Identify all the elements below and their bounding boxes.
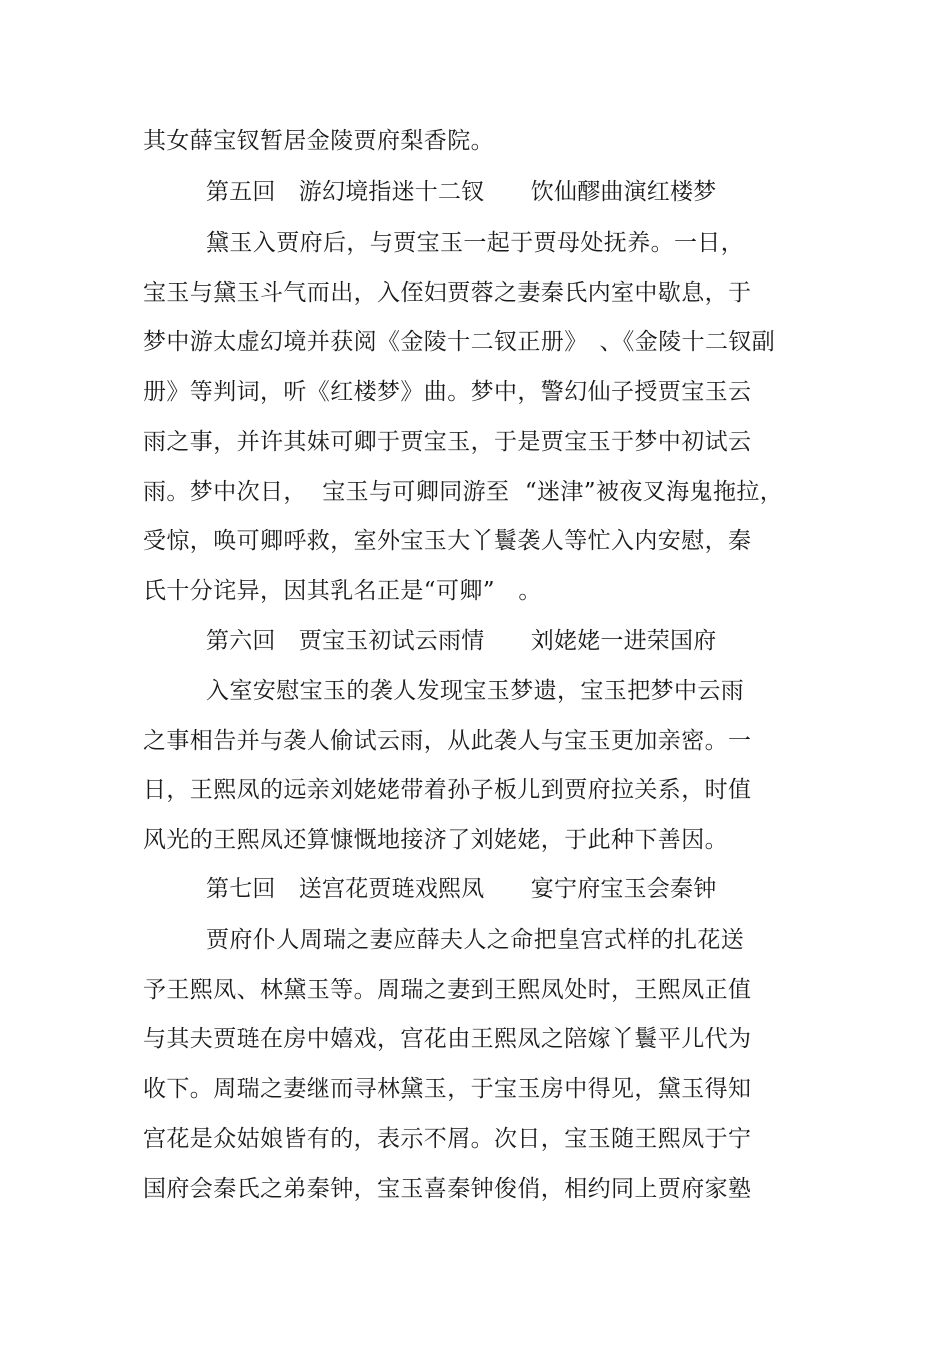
chapter-5-line-5: 雨之事，并许其妹可卿于贾宝玉，于是贾宝玉于梦中初试云	[143, 429, 752, 455]
chapter-5-line-6: 雨。梦中次日， 宝玉与可卿同游至 “迷津”被夜叉海鬼拖拉，	[143, 479, 784, 505]
opening-line: 其女薛宝钗暂居金陵贾府梨香院。	[143, 128, 494, 154]
chapter-7-line-4: 收下。周瑞之妻继而寻林黛玉，于宝玉房中得见，黛玉得知	[143, 1076, 752, 1102]
chapter-7-line-3: 与其夫贾琏在房中嬉戏，宫花由王熙凤之陪嫁丫鬟平儿代为	[143, 1026, 752, 1052]
chapter-6-line-1: 入室安慰宝玉的袭人发现宝玉梦遗，宝玉把梦中云雨	[206, 678, 745, 704]
chapter-5-line-1: 黛玉入贾府后，与贾宝玉一起于贾母处抚养。一日，	[206, 230, 745, 256]
chapter-6-line-2: 之事相告并与袭人偷试云雨，从此袭人与宝玉更加亲密。一	[143, 728, 752, 754]
chapter-7-heading: 第七回 送宫花贾琏戏熙凤 宴宁府宝玉会秦钟	[206, 876, 717, 902]
chapter-5-line-7: 受惊，唤可卿呼救，室外宝玉大丫鬟袭人等忙入内安慰，秦	[143, 528, 752, 554]
chapter-7-line-1: 贾府仆人周瑞之妻应薛夫人之命把皇宫式样的扎花送	[206, 927, 745, 953]
chapter-7-line-6: 国府会秦氏之弟秦钟，宝玉喜秦钟俊俏，相约同上贾府家塾	[143, 1176, 752, 1202]
chapter-5-line-2: 宝玉与黛玉斗气而出，入侄妇贾蓉之妻秦氏内室中歇息，于	[143, 280, 752, 306]
chapter-5-heading: 第五回 游幻境指迷十二钗 饮仙醪曲演红楼梦	[206, 179, 717, 205]
chapter-5-line-8: 氏十分诧异，因其乳名正是“可卿” 。	[143, 578, 542, 604]
chapter-6-line-4: 风光的王熙凤还算慷慨地接济了刘姥姥，于此种下善因。	[143, 827, 728, 853]
chapter-6-heading: 第六回 贾宝玉初试云雨情 刘姥姥一进荣国府	[206, 628, 717, 654]
chapter-7-line-2: 予王熙凤、林黛玉等。周瑞之妻到王熙凤处时，王熙凤正值	[143, 977, 752, 1003]
chapter-6-line-3: 日，王熙凤的远亲刘姥姥带着孙子板儿到贾府拉关系，时值	[143, 777, 752, 803]
chapter-5-line-3: 梦中游太虚幻境并获阅《金陵十二钗正册》 、《金陵十二钗副	[143, 329, 776, 355]
chapter-5-line-4: 册》等判词，听《红楼梦》曲。梦中，警幻仙子授贾宝玉云	[143, 379, 752, 405]
chapter-7-line-5: 宫花是众姑娘皆有的，表示不屑。次日，宝玉随王熙凤于宁	[143, 1126, 752, 1152]
